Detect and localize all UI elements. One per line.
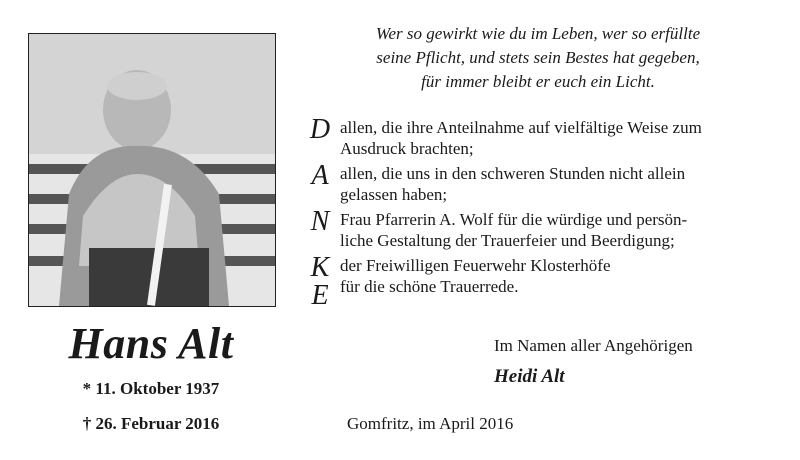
memorial-quote [300, 22, 776, 94]
thanks-line: für die schöne Trauerrede. [340, 277, 519, 296]
quote-line: für immer bleibt er euch ein Licht. [421, 72, 655, 91]
quote-line: Wer so gewirkt wie du im Leben, wer so erfüllte [375, 24, 701, 43]
portrait-image [29, 34, 275, 306]
danke-letter: E [311, 280, 329, 311]
thanks-row [300, 252, 790, 297]
death-date: † 26. Februar 2016 [82, 414, 220, 433]
thanks-row [300, 160, 790, 205]
place-date: Gomfritz, im April 2016 [347, 414, 514, 433]
signoff-text: Im Namen aller Angehörigen [494, 336, 693, 355]
thanks-line: gelassen haben; [340, 185, 448, 204]
thanks-line: liche Gestaltung der Trauerfeier und Beerdigung; [340, 231, 675, 250]
thanks-line: Ausdruck brachten; [340, 139, 474, 158]
thanks-row [300, 114, 790, 159]
danke-letter: N [310, 206, 330, 237]
danke-letter: D [309, 114, 331, 145]
portrait-photo [28, 33, 276, 307]
quote-line: seine Pflicht, und stets sein Bestes hat gegeben, [376, 48, 700, 67]
thanks-row [300, 206, 790, 251]
birth-date: * 11. Oktober 1937 [82, 379, 220, 398]
thanks-line: allen, die uns in den schweren Stunden nicht allein [340, 164, 686, 183]
deceased-name: Hans Alt [68, 319, 234, 368]
thanks-line: Frau Pfarrerin A. Wolf für die würdige und persön- [340, 210, 688, 229]
signer-name: Heidi Alt [494, 366, 565, 387]
thanks-list [300, 114, 790, 301]
danke-letter: A [311, 160, 329, 191]
thanks-line: allen, die ihre Anteilnahme auf vielfältige Weise zum [340, 118, 702, 137]
thanks-line: der Freiwilligen Feuerwehr Klosterhöfe [340, 256, 611, 275]
danke-letter: K [310, 252, 330, 283]
